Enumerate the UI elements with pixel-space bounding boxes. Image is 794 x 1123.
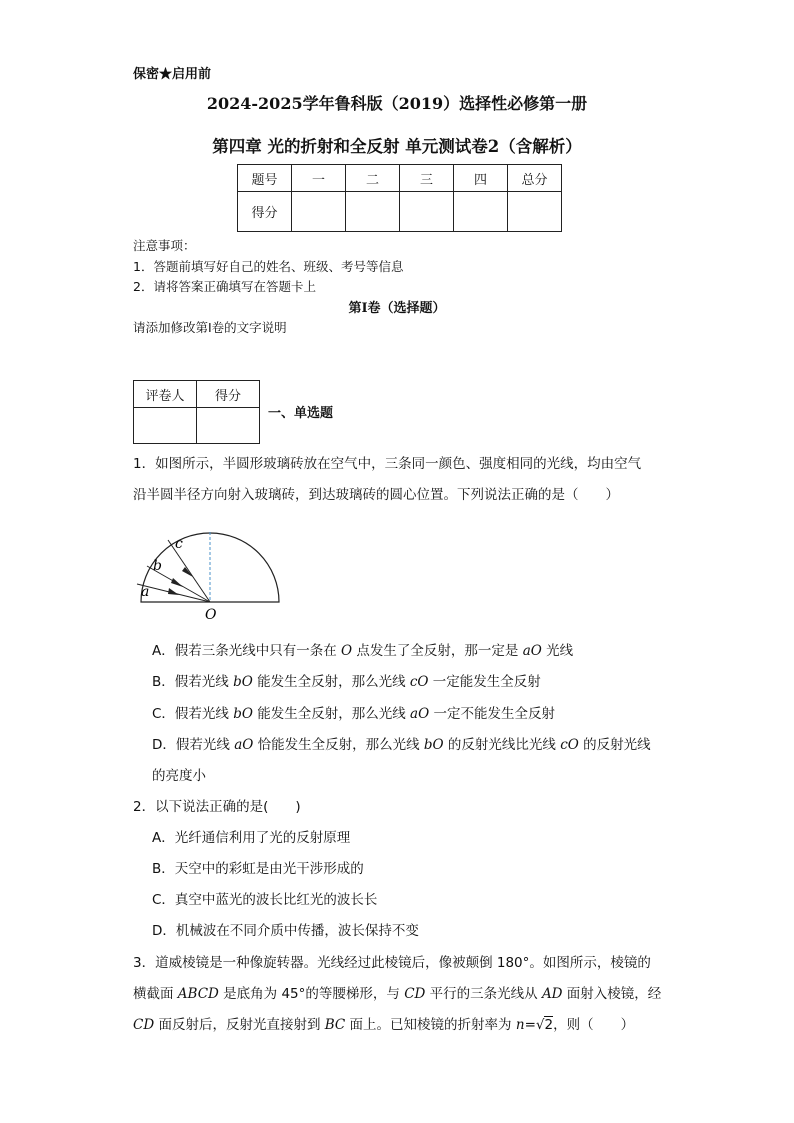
exam-title-line2: 第四章 光的折射和全反射 单元测试卷2（含解析） <box>212 137 582 156</box>
grader-cell <box>134 408 197 444</box>
question-1-option-b: B．假若光线 bO 能发生全反射，那么光线 cO 一定能发生全反射 <box>152 674 541 690</box>
arrow-a-icon <box>168 588 179 595</box>
question-1-option-d: D．假若光线 aO 恰能发生全反射，那么光线 bO 的反射光线比光线 cO 的反射光线 <box>152 737 651 753</box>
arrow-b-icon <box>171 578 183 587</box>
score-cell <box>292 192 346 232</box>
confidential-mark: 保密★启用前 <box>133 67 212 82</box>
score-header-cell: 四 <box>454 165 508 192</box>
question-3-stem-line3: CD 面反射后，反射光直接射到 BC 面上。已知棱镜的折射率为 n=√2，则（ ） <box>133 1017 635 1033</box>
score-header-cell: 总分 <box>508 165 562 192</box>
grader-score-header: 得分 <box>197 381 260 408</box>
grader-table <box>133 380 260 444</box>
question-2-option-a: A．光纤通信利用了光的反射原理 <box>152 830 351 846</box>
question-1-option-d-line2: 的亮度小 <box>152 768 206 784</box>
score-cell <box>400 192 454 232</box>
notes-item: 1．答题前填写好自己的姓名、班级、考号等信息 <box>133 259 404 274</box>
exam-title-line1: 2024-2025学年鲁科版（2019）选择性必修第一册 <box>206 94 588 113</box>
question-2-option-d: D．机械波在不同介质中传播，波长保持不变 <box>152 923 419 939</box>
question-1-option-c: C．假若光线 bO 能发生全反射，那么光线 aO 一定不能发生全反射 <box>152 706 555 722</box>
score-cell <box>508 192 562 232</box>
section-description: 请添加修改第I卷的文字说明 <box>133 320 287 335</box>
grader-score-cell <box>197 408 260 444</box>
score-header-cell: 二 <box>346 165 400 192</box>
sqrt-icon: √ <box>535 1017 545 1033</box>
question-2-stem: 2．以下说法正确的是( ) <box>133 799 301 815</box>
question-2-option-b: B．天空中的彩虹是由光干涉形成的 <box>152 861 364 877</box>
question-1-option-a: A．假若三条光线中只有一条在 O 点发生了全反射，那一定是 aO 光线 <box>152 643 574 659</box>
semicircle-glass-figure <box>133 530 283 622</box>
label-a: a <box>141 584 150 600</box>
score-header-cell: 三 <box>400 165 454 192</box>
label-c: c <box>175 536 183 552</box>
question-3-stem-line2: 横截面 ABCD 是底角为 45°的等腰梯形，与 CD 平行的三条光线从 AD 面射入棱镜，经 <box>133 986 662 1002</box>
question-1-stem-line1: 1．如图所示，半圆形玻璃砖放在空气中，三条同一颜色、强度相同的光线，均由空气 <box>133 456 642 472</box>
score-row-label: 得分 <box>238 192 292 232</box>
section-title: 第I卷（选择题） <box>348 301 446 316</box>
score-cell <box>346 192 400 232</box>
score-table <box>237 164 562 232</box>
notes-title: 注意事项： <box>133 238 196 253</box>
score-header-cell: 一 <box>292 165 346 192</box>
question-3-stem-line1: 3．道威棱镜是一种像旋转器。光线经过此棱镜后，像被颠倒 180°。如图所示，棱镜的 <box>133 955 651 971</box>
notes-item: 2．请将答案正确填写在答题卡上 <box>133 279 316 294</box>
grader-header: 评卷人 <box>134 381 197 408</box>
sqrt-radicand: 2 <box>544 1017 554 1033</box>
score-header-cell: 题号 <box>238 165 292 192</box>
question-2-option-c: C．真空中蓝光的波长比红光的波长长 <box>152 892 378 908</box>
question-1-stem-line2: 沿半圆半径方向射入玻璃砖，到达玻璃砖的圆心位置。下列说法正确的是（ ） <box>133 487 619 503</box>
label-o: O <box>205 607 217 622</box>
label-b: b <box>153 558 162 574</box>
score-cell <box>454 192 508 232</box>
part-heading: 一、单选题 <box>268 406 334 421</box>
